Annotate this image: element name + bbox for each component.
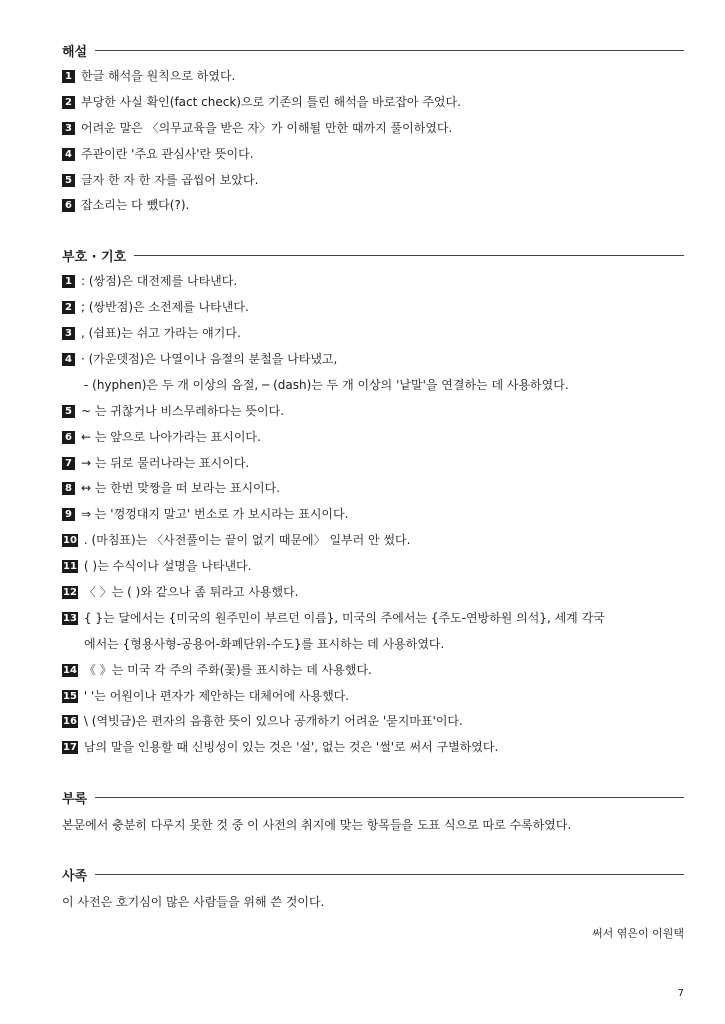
item-number-badge: 6: [62, 431, 75, 444]
section-divider: [95, 797, 684, 798]
item-number-badge: 15: [63, 690, 77, 702]
item-number-badge: 2: [62, 96, 75, 109]
item-text: 한글 해석을 원칙으로 하였다.: [81, 69, 236, 83]
list-item: [62, 403, 684, 420]
item-text: ← 는 앞으로 나아가라는 표시이다.: [81, 429, 261, 444]
list-item: [62, 455, 684, 472]
item-number-badge: 4: [62, 148, 75, 161]
item-number-badge: 6: [62, 199, 75, 212]
item-number-badge: 14: [63, 664, 77, 676]
list-item: [62, 688, 684, 705]
haeseol-list: [62, 68, 684, 214]
page-number: 7: [677, 988, 684, 999]
section-title: 해설: [62, 44, 88, 60]
list-item: [62, 610, 684, 627]
list-item: [62, 120, 684, 137]
item-text: : (쌍점)은 대전제를 나타낸다.: [81, 274, 238, 289]
item-text: - (hyphen)은 두 개 이상의 음절, ─ (dash)는 두 개 이상의 '낱말'을 연결하는 데 사용하였다.: [84, 377, 569, 392]
item-text: ' '는 어원이나 편자가 제안하는 대체어에 사용했다.: [83, 688, 350, 703]
item-number-badge: 10: [63, 535, 77, 547]
item-number-badge: 7: [62, 457, 75, 470]
item-number-badge: 4: [62, 353, 75, 366]
list-item: [62, 273, 684, 290]
item-number-badge: 8: [62, 482, 75, 495]
item-text: 부당한 사실 확인(fact check)으로 기존의 틀린 해석을 바로잡아 주었다.: [81, 94, 461, 109]
item-number-badge: 3: [62, 122, 75, 135]
item-number-badge: 11: [63, 561, 77, 573]
list-item: [62, 532, 684, 549]
page-content: [62, 40, 684, 941]
item-number-badge: 5: [62, 174, 75, 187]
list-item: [62, 506, 684, 523]
item-text: 주관이란 '주요 관심사'란 뜻이다.: [81, 146, 254, 161]
item-text: ; (쌍반점)은 소전제를 나타낸다.: [81, 300, 249, 315]
item-text: 잡소리는 다 뺐다(?).: [81, 198, 190, 213]
item-text: ( )는 수식이나 설명을 나타낸다.: [83, 559, 252, 574]
item-number-badge: 13: [63, 612, 77, 624]
item-number-badge: 2: [62, 301, 75, 314]
list-item: [62, 429, 684, 446]
item-text: 글자 한 자 한 자를 곱씹어 보았다.: [81, 172, 259, 187]
item-number-badge: 1: [62, 275, 75, 288]
item-text: 에서는 {형용사형-공용어-화폐단위-수도}를 표시하는 데 사용하였다.: [84, 636, 445, 651]
postscript-text: 이 사전은 호기심이 많은 사람들을 위해 쓴 것이다.: [62, 895, 325, 910]
list-item-continuation: [62, 636, 684, 653]
list-item: [62, 584, 684, 601]
list-item: [62, 351, 684, 368]
list-item: [62, 739, 684, 756]
item-text: 남의 말을 인용할 때 신빙성이 있는 것은 '설', 없는 것은 '썰'로 써서 구별하였다.: [83, 740, 499, 755]
list-item: [62, 146, 684, 163]
list-item: [62, 299, 684, 316]
item-text: \ (역빗금)은 편자의 음흉한 뜻이 있으나 공개하기 어려운 '묻지마표'이다.: [83, 714, 463, 729]
section-divider: [134, 255, 684, 256]
item-number-badge: 16: [63, 716, 77, 728]
section-postscript-heading: [62, 864, 684, 884]
item-text: ~ 는 귀찮거나 비스무레하다는 뜻이다.: [81, 403, 285, 418]
list-item: [62, 172, 684, 189]
symbols-list: [62, 273, 684, 756]
list-item: [62, 558, 684, 575]
list-item-continuation: [62, 377, 684, 394]
item-number-badge: 17: [63, 742, 77, 754]
list-item: [62, 325, 684, 342]
item-number-badge: 3: [62, 327, 75, 340]
item-text: 〈 〉는 ( )와 같으나 좀 튀라고 사용했다.: [83, 585, 299, 600]
section-title: 사족: [62, 868, 88, 884]
item-text: ⇒ 는 '껑껑대지 말고' 번소로 가 보시라는 표시이다.: [81, 507, 349, 522]
item-text: . (마침표)는 〈사전풀이는 끝이 없기 때문에〉 일부러 안 썼다.: [83, 533, 411, 548]
list-item: [62, 662, 684, 679]
section-divider: [95, 874, 684, 875]
section-title: 부록: [62, 791, 88, 807]
section-symbols-heading: [62, 245, 684, 265]
item-number-badge: 9: [62, 508, 75, 521]
item-number-badge: 5: [62, 405, 75, 418]
section-title: 부호 · 기호: [62, 249, 127, 265]
item-text: 《 》는 미국 각 주의 주화(꽃)를 표시하는 데 사용했다.: [83, 662, 372, 677]
item-text: ↔ 는 한번 맞짱을 떠 보라는 표시이다.: [81, 481, 281, 496]
list-item: [62, 94, 684, 111]
list-item: [62, 480, 684, 497]
list-item: [62, 713, 684, 730]
appendix-text: 본문에서 충분히 다루지 못한 것 중 이 사전의 취지에 맞는 항목들을 도표 식으로 따로 수록하였다.: [62, 818, 572, 833]
section-haeseol-heading: [62, 40, 684, 60]
author-signature: 써서 엮은이 이원택: [591, 927, 684, 941]
list-item: [62, 197, 684, 214]
section-divider: [95, 50, 684, 51]
item-number-badge: 12: [63, 587, 77, 599]
section-appendix-heading: [62, 787, 684, 807]
item-text: , (쉼표)는 쉬고 가라는 얘기다.: [81, 326, 241, 341]
item-text: 어려운 말은 〈의무교육을 받은 자〉가 이해될 만한 때까지 풀이하였다.: [81, 120, 453, 135]
item-text: · (가운뎃점)은 나열이나 음절의 분철을 나타냈고,: [81, 352, 338, 367]
item-number-badge: 1: [62, 70, 75, 83]
item-text: → 는 뒤로 물러나라는 표시이다.: [81, 455, 250, 470]
list-item: [62, 68, 684, 85]
item-text: { }는 달에서는 {미국의 원주민이 부르던 이름}, 미국의 주에서는 {주도-연방하원 의석}, 세계 각국: [83, 610, 605, 625]
